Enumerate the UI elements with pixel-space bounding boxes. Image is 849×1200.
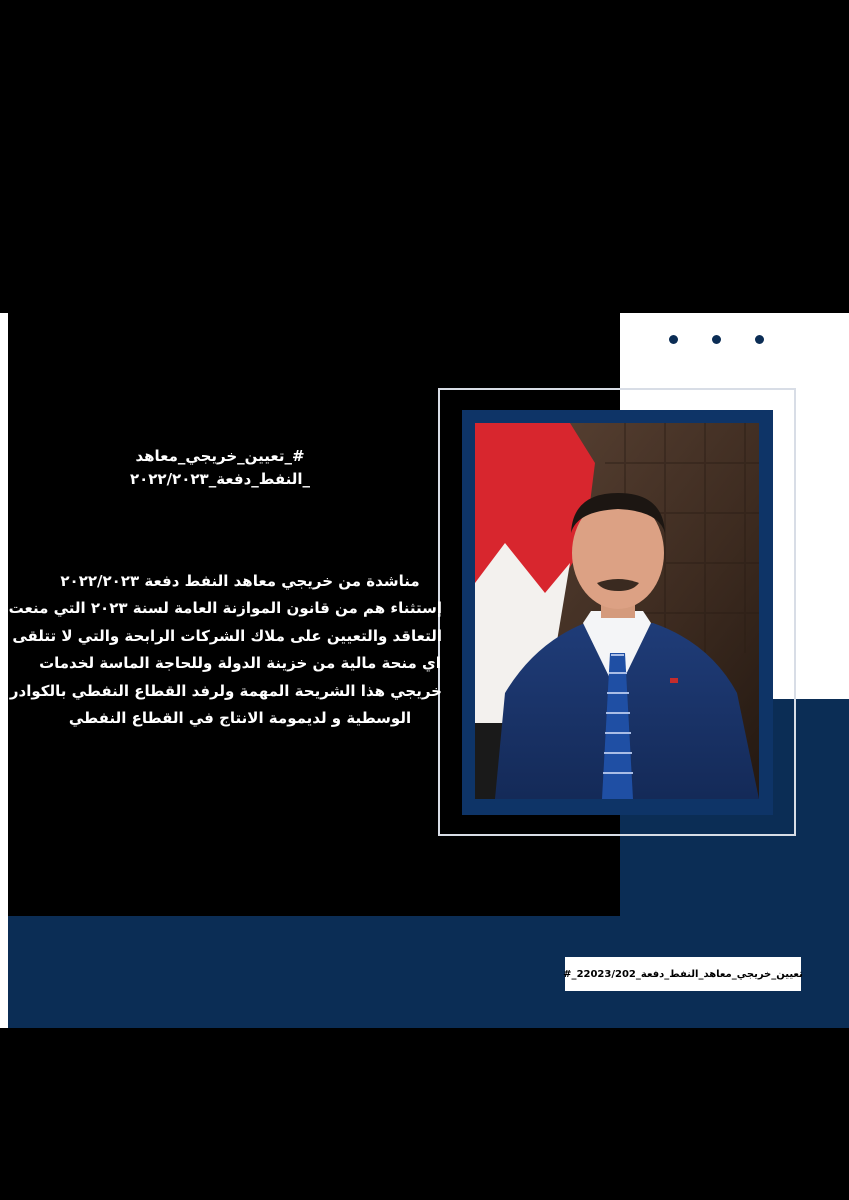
dot-icon (755, 335, 764, 344)
appeal-text-line: التعاقد والتعيين على ملاك الشركات الرابحة والتي لا تتلقى (12, 626, 442, 645)
portrait-illustration (475, 423, 759, 799)
hashtag-text: #_تعيين_خريجي_معاهد_النفط_دفعة_22023/202 (563, 968, 803, 980)
post-heading: #_تعيين_خريجي_معاهد _النفط_دفعة_٢٠٢٢/٢٠٢٣ (129, 447, 311, 489)
hashtag-tag (565, 957, 801, 991)
appeal-text-line: إستثناء هم من قانون الموازنة العامة لسنة ٢٠٢٣ التي منعت (8, 599, 442, 618)
appeal-text-line: مناشدة من خريجي معاهد النفط دفعة ٢٠٢٢/٢٠٢٣ (60, 572, 420, 590)
white-edge-strip (0, 313, 8, 1028)
appeal-text (8, 568, 442, 733)
dot-icon (669, 335, 678, 344)
portrait-photo (475, 423, 759, 799)
appeal-text-line: خريجي هذا الشريحة المهمة ولرفد القطاع النفطي بالكوادر (9, 681, 442, 700)
dot-icon (712, 335, 721, 344)
appeal-text-line: الوسطية و لديمومة الانتاج في القطاع النفطي (68, 709, 412, 728)
appeal-text-line: اي منحة مالية من خزينة الدولة وللحاجة الماسة لخدمات (39, 654, 441, 673)
